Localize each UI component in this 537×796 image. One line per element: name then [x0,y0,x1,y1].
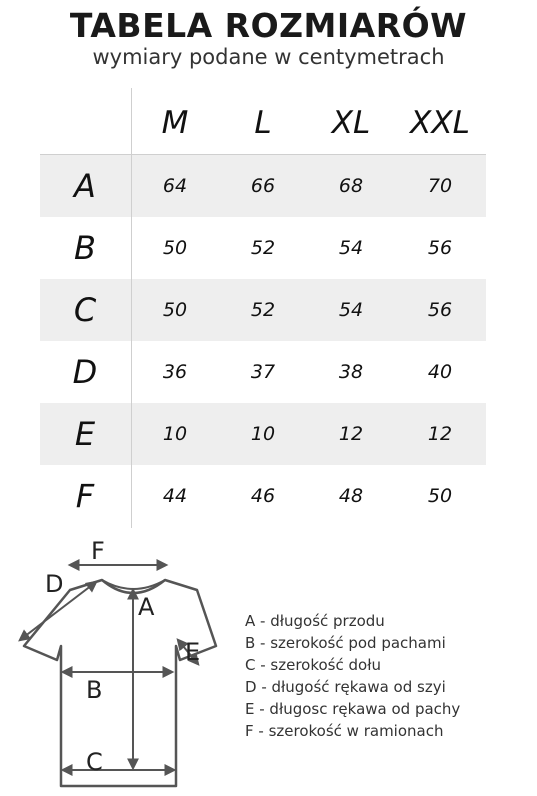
table-cell: 64 [162,175,188,197]
table-cell: 46 [250,485,276,507]
legend-item: A - długość przodu [245,612,385,630]
table-row [40,217,486,279]
row-label: F [75,477,95,515]
table-cell: 10 [250,423,276,445]
table-cell: 66 [250,175,276,197]
page-title: TABELA ROZMIARÓW [69,6,468,45]
table-row [40,341,486,403]
table-cell: 12 [427,423,453,445]
table-cell: 50 [162,299,188,321]
row-label: E [74,415,96,453]
table-cell: 12 [338,423,364,445]
table-cell: 10 [162,423,188,445]
table-cell: 38 [338,361,364,383]
table-cell: 68 [338,175,364,197]
table-cell: 54 [338,237,364,259]
diagram-label-e: E [185,638,201,666]
table-cell: 50 [427,485,453,507]
diagram-label-d: D [45,570,64,598]
table-cell: 50 [162,237,188,259]
row-label: C [73,291,97,329]
table-cell: 56 [427,237,453,259]
column-header-m: M [161,105,189,141]
size-table [0,88,537,528]
table-cell: 56 [427,299,453,321]
table-header-divider [40,154,486,155]
table-cell: 40 [427,361,453,383]
table-cell: 37 [250,361,276,383]
row-label: B [74,229,96,267]
legend-item: E - długosc rękawa od pachy [245,700,461,718]
legend-item: B - szerokość pod pachami [245,634,446,652]
table-row [40,403,486,465]
table-row [40,279,486,341]
table-cell: 52 [250,299,276,321]
diagram-label-f: F [91,537,105,565]
measurement-legend [245,610,535,742]
row-label: A [74,167,96,205]
column-header-xl: XL [331,105,371,141]
table-cell: 36 [162,361,188,383]
diagram-label-b: B [86,676,103,704]
legend-item: D - długość rękawa od szyi [245,678,446,696]
diagram-label-c: C [86,748,103,776]
table-cell: 52 [250,237,276,259]
column-header-l: L [254,105,272,141]
diagram-label-a: A [138,593,155,621]
table-row [40,155,486,217]
row-label: D [72,353,98,391]
legend-item: F - szerokość w ramionach [245,722,444,740]
table-cell: 44 [162,485,188,507]
legend-item: C - szerokość dołu [245,656,381,674]
column-header-xxl: XXL [410,105,470,141]
table-cell: 70 [427,175,453,197]
table-cell: 48 [338,485,364,507]
table-cell: 54 [338,299,364,321]
table-row [40,465,486,527]
page-subtitle: wymiary podane w centymetrach [92,45,445,69]
